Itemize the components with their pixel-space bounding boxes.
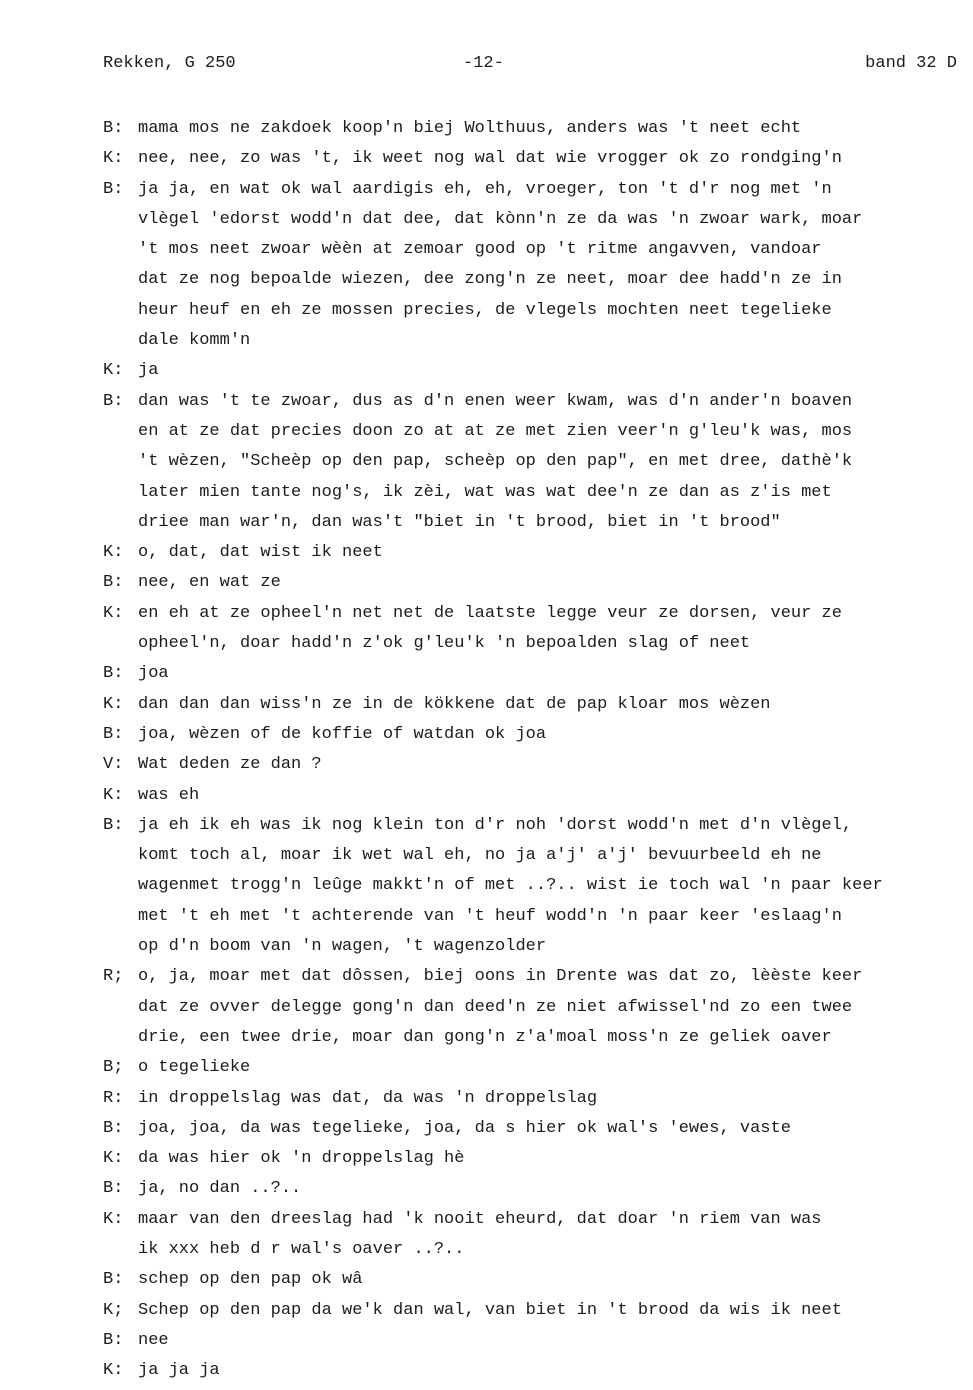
utterance-line: wagenmet trogg'n leûge makkt'n of met ..?.. wist ie toch wal 'n paar keer: [138, 876, 883, 896]
utterance-line: dan dan dan wiss'n ze in de kökkene dat de pap kloar mos wèzen: [138, 694, 771, 714]
speaker-label: B:: [103, 391, 124, 411]
dialogue-entry: [103, 659, 953, 689]
utterance: [138, 962, 953, 1053]
utterance-line: da was hier ok 'n droppelslag hè: [138, 1149, 465, 1169]
utterance-line: joa: [138, 664, 169, 684]
speaker-label: B:: [103, 664, 124, 684]
speaker-label: K:: [103, 603, 124, 623]
utterance-line: en at ze dat precies doon zo at at ze met zien veer'n g'leu'k was, mos: [138, 421, 853, 441]
dialogue-entry: [103, 690, 953, 720]
speaker-label: B;: [103, 1058, 124, 1078]
utterance-line: drie, een twee drie, moar dan gong'n z'a'moal moss'n ze geliek oaver: [138, 1027, 832, 1047]
utterance-line: dan was 't te zwoar, dus as d'n enen weer kwam, was d'n ander'n boaven: [138, 391, 853, 411]
utterance-line: nee: [138, 1330, 169, 1350]
utterance: [138, 1326, 953, 1356]
utterance-line: Schep op den pap da we'k dan wal, van biet in 't brood da wis ik neet: [138, 1300, 842, 1320]
utterance-line: ja: [138, 361, 159, 381]
dialogue-entry: [103, 781, 953, 811]
utterance-line: Wat deden ze dan ?: [138, 755, 322, 775]
utterance: [138, 1296, 953, 1326]
utterance-line: 't wèzen, "Scheèp op den pap, scheèp op den pap", en met dree, dathè'k: [138, 452, 853, 472]
utterance: [138, 811, 953, 962]
utterance-line: o, ja, moar met dat dôssen, biej oons in Drente was dat zo, lèèste keer: [138, 967, 863, 987]
utterance: [138, 1114, 953, 1144]
utterance-line: ja, no dan ..?..: [138, 1179, 302, 1199]
utterance-line: opheel'n, doar hadd'n z'ok g'leu'k 'n bepoalden slag of neet: [138, 634, 751, 654]
utterance: [138, 356, 953, 386]
speaker-label: B:: [103, 1118, 124, 1138]
utterance-line: ja eh ik eh was ik nog klein ton d'r noh 'dorst wodd'n met d'n vlègel,: [138, 815, 853, 835]
speaker-label: R;: [103, 967, 124, 987]
dialogue-entry: [103, 750, 953, 780]
speaker-label: K:: [103, 1361, 124, 1381]
speaker-label: K:: [103, 1149, 124, 1169]
utterance-line: dat ze nog bepoalde wiezen, dee zong'n ze neet, moar dee hadd'n ze in: [138, 270, 842, 290]
utterance-line: was eh: [138, 785, 200, 805]
utterance-line: komt toch al, moar ik wet wal eh, no ja a'j' a'j' bevuurbeeld eh ne: [138, 846, 822, 866]
utterance: [138, 599, 953, 660]
dialogue-entry: [103, 962, 953, 1053]
utterance: [138, 720, 953, 750]
utterance: [138, 690, 953, 720]
speaker-label: K;: [103, 1300, 124, 1320]
tape-number: band 32 D: [865, 54, 957, 73]
utterance: [138, 114, 953, 144]
utterance: [138, 781, 953, 811]
utterance-line: joa, wèzen of de koffie of watdan ok joa: [138, 724, 547, 744]
utterance-line: schep op den pap ok wâ: [138, 1270, 363, 1290]
dialogue-entry: [103, 568, 953, 598]
utterance: [138, 538, 953, 568]
dialogue-entry: [103, 1205, 953, 1266]
speaker-label: B:: [103, 573, 124, 593]
utterance: [138, 1144, 953, 1174]
dialogue-entry: [103, 1326, 953, 1356]
utterance-line: 't mos neet zwoar wèèn at zemoar good op 't ritme angavven, vandoar: [138, 240, 822, 260]
utterance: [138, 750, 953, 780]
speaker-label: K:: [103, 543, 124, 563]
utterance-line: ja ja ja: [138, 1361, 220, 1381]
utterance-line: dat ze ovver delegge gong'n dan deed'n ze niet afwissel'nd zo een twee: [138, 997, 853, 1017]
utterance-line: nee, nee, zo was 't, ik weet nog wal dat wie vrogger ok zo rondging'n: [138, 149, 842, 169]
dialogue-entry: [103, 114, 953, 144]
dialogue-entry: [103, 599, 953, 660]
utterance: [138, 1205, 953, 1266]
dialogue-entry: [103, 811, 953, 962]
utterance-line: o, dat, dat wist ik neet: [138, 543, 383, 563]
dialogue-entry: [103, 720, 953, 750]
dialogue-entry: [103, 356, 953, 386]
utterance-line: joa, joa, da was tegelieke, joa, da s hier ok wal's 'ewes, vaste: [138, 1118, 791, 1138]
dialogue-entry: [103, 175, 953, 357]
utterance-line: met 't eh met 't achterende van 't heuf wodd'n 'n paar keer 'eslaag'n: [138, 906, 842, 926]
utterance: [138, 175, 953, 357]
utterance-line: nee, en wat ze: [138, 573, 281, 593]
utterance-line: heur heuf en eh ze mossen precies, de vlegels mochten neet tegelieke: [138, 300, 832, 320]
dialogue-entry: [103, 1265, 953, 1295]
page-header: [103, 54, 957, 78]
speaker-label: K:: [103, 361, 124, 381]
utterance-line: o tegelieke: [138, 1058, 251, 1078]
utterance-line: driee man war'n, dan was't "biet in 't brood, biet in 't brood": [138, 512, 781, 532]
speaker-label: V:: [103, 755, 124, 775]
speaker-label: B:: [103, 724, 124, 744]
speaker-label: B:: [103, 1270, 124, 1290]
dialogue-entry: [103, 1296, 953, 1326]
page-number: -12-: [463, 54, 504, 73]
utterance: [138, 1084, 953, 1114]
speaker-label: K:: [103, 694, 124, 714]
utterance-line: op d'n boom van 'n wagen, 't wagenzolder: [138, 937, 547, 957]
speaker-label: B:: [103, 179, 124, 199]
utterance-line: later mien tante nog's, ik zèi, wat was wat dee'n ze dan as z'is met: [138, 482, 832, 502]
dialogue-entry: [103, 538, 953, 568]
utterance-line: maar van den dreeslag had 'k nooit eheurd, dat doar 'n riem van was: [138, 1209, 822, 1229]
utterance: [138, 387, 953, 538]
speaker-label: B:: [103, 815, 124, 835]
speaker-label: K:: [103, 149, 124, 169]
utterance: [138, 1265, 953, 1295]
speaker-label: R:: [103, 1088, 124, 1108]
utterance-line: en eh at ze opheel'n net net de laatste legge veur ze dorsen, veur ze: [138, 603, 842, 623]
utterance-line: dale komm'n: [138, 331, 251, 351]
utterance: [138, 659, 953, 689]
utterance: [138, 568, 953, 598]
dialogue-entry: [103, 1174, 953, 1204]
dialogue-entry: [103, 1144, 953, 1174]
dialogue-entry: [103, 1114, 953, 1144]
utterance-line: mama mos ne zakdoek koop'n biej Wolthuus, anders was 't neet echt: [138, 119, 802, 138]
speaker-label: B:: [103, 1179, 124, 1199]
recording-location: Rekken, G 250: [103, 54, 236, 73]
utterance: [138, 1174, 953, 1204]
dialogue-entry: [103, 1356, 953, 1386]
speaker-label: B:: [103, 1330, 124, 1350]
utterance-line: ja ja, en wat ok wal aardigis eh, eh, vroeger, ton 't d'r nog met 'n: [138, 179, 832, 199]
dialogue-entry: [103, 144, 953, 174]
transcript-body: [103, 114, 953, 1386]
utterance-line: ik xxx heb d r wal's oaver ..?..: [138, 1239, 465, 1259]
utterance: [138, 1053, 953, 1083]
dialogue-entry: [103, 387, 953, 538]
speaker-label: K:: [103, 1209, 124, 1229]
speaker-label: B:: [103, 119, 124, 138]
utterance-line: vlègel 'edorst wodd'n dat dee, dat kònn'n ze da was 'n zwoar wark, moar: [138, 209, 863, 229]
utterance: [138, 144, 953, 174]
dialogue-entry: [103, 1084, 953, 1114]
utterance-line: in droppelslag was dat, da was 'n droppelslag: [138, 1088, 598, 1108]
speaker-label: K:: [103, 785, 124, 805]
utterance: [138, 1356, 953, 1386]
dialogue-entry: [103, 1053, 953, 1083]
